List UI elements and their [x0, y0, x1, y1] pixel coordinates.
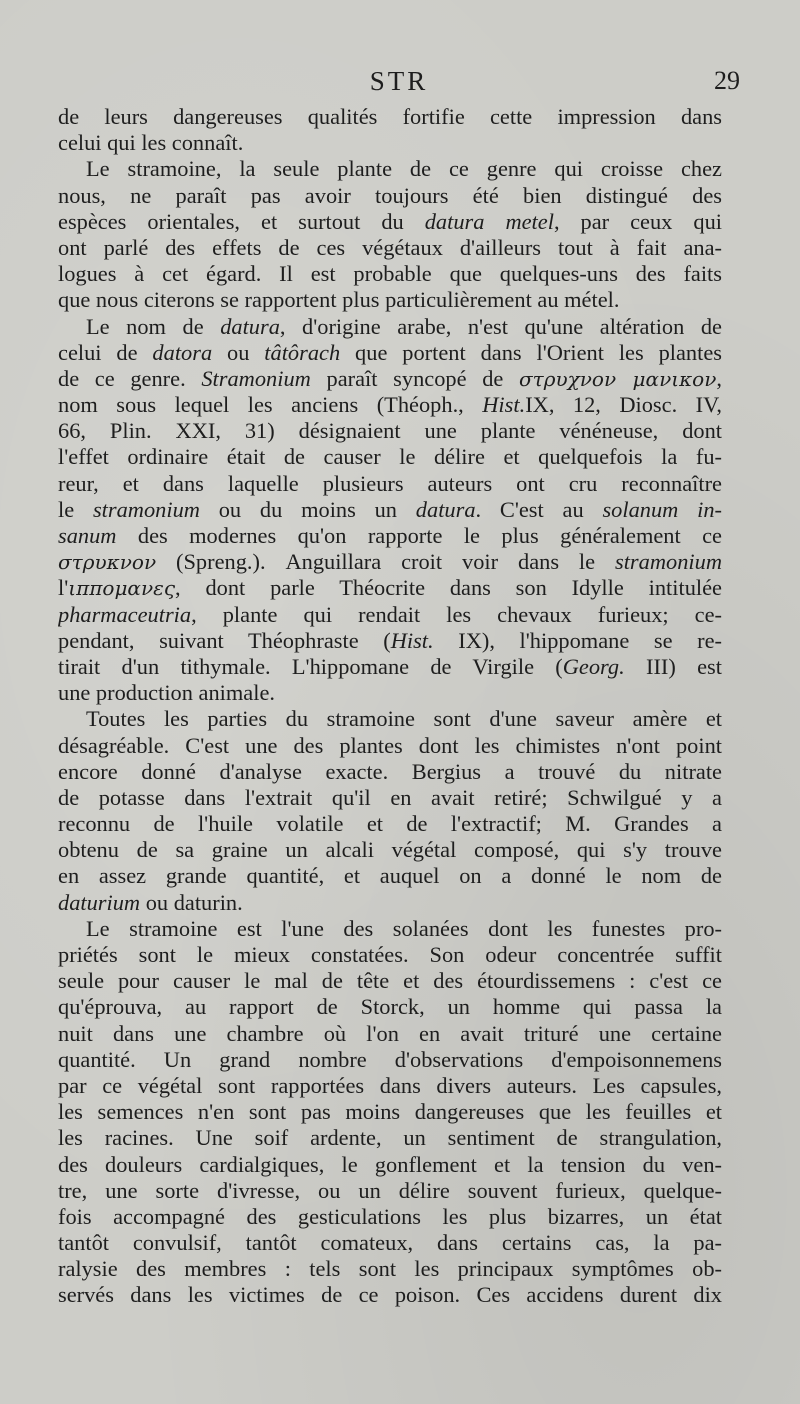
text-segment: que portent dans l'Orient les plantes	[340, 339, 722, 365]
text-segment: ,	[716, 365, 722, 391]
text-segment: une production animale.	[58, 680, 275, 706]
text-line	[58, 863, 722, 889]
text-line	[58, 837, 722, 863]
text-segment: ou	[212, 339, 265, 365]
text-line	[58, 444, 722, 470]
text-line	[58, 968, 722, 994]
text-segment: nom sous lequel les anciens (Théoph.,	[58, 392, 483, 418]
text-line	[58, 942, 722, 968]
text-line	[58, 1282, 722, 1308]
italic-text: Stramonium	[201, 365, 311, 391]
text-line	[58, 523, 722, 549]
text-segment: espèces orientales, et surtout du	[58, 208, 425, 234]
italic-text: pharmaceutria	[58, 601, 192, 627]
text-segment: reconnu de l'huile volatile et de l'extractif; M. Grandes a	[58, 811, 722, 837]
text-segment: encore donné d'analyse exacte. Bergius a trouvé du nitrate	[58, 758, 722, 784]
text-line	[58, 1021, 722, 1047]
text-line	[58, 235, 722, 261]
text-line	[58, 261, 722, 287]
text-segment: priétés sont le mieux constatées. Son odeur concentrée suffit	[58, 942, 722, 967]
text-line	[58, 366, 722, 392]
text-line	[58, 733, 722, 759]
text-line	[58, 890, 722, 916]
text-line	[58, 680, 722, 706]
text-segment: reur, et dans laquelle plusieurs auteurs ont cru reconnaître	[58, 470, 722, 496]
text-line	[58, 706, 722, 732]
text-segment: ou daturin.	[140, 889, 243, 915]
italic-text: solanum in-	[602, 496, 722, 522]
text-line	[58, 314, 722, 340]
text-segment: . C'est au	[475, 496, 603, 522]
text-segment: ont parlé des effets de ces végétaux d'ailleurs tout à fait ana-	[58, 234, 722, 260]
text-segment: nuit dans une chambre où l'on en avait trituré une certaine	[58, 1020, 722, 1046]
text-segment: celui qui les connaît.	[58, 130, 244, 156]
text-segment: par ce végétal sont rapportées dans divers auteurs. Les capsules,	[58, 1072, 722, 1098]
italic-text: sanum	[58, 523, 117, 548]
text-segment: fois accompagné des gesticulations les plus bizarres, un état	[58, 1203, 722, 1229]
text-line	[58, 497, 722, 523]
text-line	[58, 602, 722, 628]
italic-text: daturium	[58, 889, 141, 915]
greek-text: στρυχνον μανικον	[519, 366, 717, 391]
text-segment: tre, une sorte d'ivresse, ou un délire souvent furieux, quelque-	[58, 1177, 722, 1203]
text-line	[58, 1099, 722, 1125]
text-segment: nous, ne paraît pas avoir toujours été bien distingué des	[58, 182, 722, 208]
text-segment: seule pour causer le mal de tête et des étourdissemens : c'est ce	[58, 968, 722, 994]
text-segment: l'	[58, 575, 69, 601]
text-segment: de potasse dans l'extrait qu'il en avait retiré; Schwilgué y a	[58, 784, 722, 810]
text-line	[58, 1152, 722, 1178]
italic-text: datura	[220, 313, 280, 339]
italic-text: datura metel	[424, 208, 554, 234]
text-segment: en assez grande quantité, et auquel on a donné le nom de	[58, 863, 722, 889]
text-line	[58, 1256, 722, 1282]
text-segment: l'effet ordinaire était de causer le délire et quelquefois la fu-	[58, 444, 722, 470]
text-line	[58, 1230, 722, 1256]
text-line	[58, 392, 722, 418]
text-segment: , plante qui rendait les chevaux furieux; ce-	[191, 601, 722, 627]
greek-text: ιππομανες	[68, 576, 176, 601]
text-segment: de ce genre.	[58, 365, 202, 391]
text-line	[58, 628, 722, 654]
text-line	[58, 1204, 722, 1230]
text-line	[58, 1178, 722, 1204]
text-line	[58, 811, 722, 837]
text-segment: quantité. Un grand nombre d'observations d'empoisonnemens	[58, 1046, 722, 1072]
text-segment: désagréable. C'est une des plantes dont les chimistes n'ont point	[58, 732, 722, 758]
page-header	[58, 66, 740, 106]
greek-text: στρυκνον	[58, 550, 157, 575]
text-segment: , par ceux qui	[553, 208, 722, 234]
page-number: 29	[714, 66, 740, 95]
italic-text: Georg.	[562, 653, 625, 679]
text-segment: ou du moins un	[199, 496, 416, 522]
text-segment: servés dans les victimes de ce poison. Ces accidens durent dix	[58, 1282, 722, 1308]
text-line	[58, 209, 722, 235]
text-segment: de leurs dangereuses qualités fortifie cette impression dans	[58, 104, 722, 129]
text-segment: que nous citerons se rapportent plus particulièrement au métel.	[58, 287, 620, 313]
text-segment: III) est	[624, 653, 722, 679]
text-line	[58, 1073, 722, 1099]
text-segment: Le nom de	[86, 313, 221, 339]
text-line	[58, 759, 722, 785]
text-segment: les racines. Une soif ardente, un sentiment de strangulation,	[58, 1125, 722, 1151]
text-segment: IX), l'hippomane se re-	[433, 627, 722, 653]
text-segment: tantôt convulsif, tantôt comateux, dans certains cas, la pa-	[58, 1230, 722, 1256]
text-line	[58, 1125, 722, 1151]
text-segment: logues à cet égard. Il est probable que quelques-uns des faits	[58, 261, 722, 287]
text-segment: 66, Plin. XXI, 31) désignaient une plante vénéneuse, dont	[58, 418, 722, 444]
text-segment: , d'origine arabe, n'est qu'une altération de	[279, 313, 722, 339]
text-segment: les semences n'en sont pas moins dangereuses que les feuilles et	[58, 1099, 722, 1125]
text-segment: pendant, suivant Théophraste (	[58, 627, 391, 653]
italic-text: stramonium	[92, 496, 200, 522]
italic-text: datora	[152, 339, 213, 365]
text-segment: Le stramoine, la seule plante de ce genre qui croisse chez	[86, 156, 722, 182]
text-line	[58, 183, 722, 209]
text-segment: Toutes les parties du stramoine sont d'une saveur amère et	[86, 706, 722, 732]
text-segment: le	[58, 496, 93, 522]
text-segment: paraît syncopé de	[310, 365, 520, 391]
text-line	[58, 916, 722, 942]
text-line	[58, 471, 722, 497]
italic-text: tâtôrach	[264, 339, 341, 365]
text-segment: , dont parle Théocrite dans son Idylle intitulée	[175, 575, 722, 601]
text-line	[58, 418, 722, 444]
text-segment: ralysie des membres : tels sont les principaux symptômes ob-	[58, 1256, 722, 1282]
text-line	[58, 549, 722, 575]
italic-text: Hist.	[390, 627, 434, 653]
text-line	[58, 785, 722, 811]
text-segment: Le stramoine est l'une des solanées dont les funestes pro-	[86, 915, 722, 941]
text-segment: celui de	[58, 339, 153, 365]
text-segment: tirait d'un tithymale. L'hippomane de Virgile (	[58, 653, 563, 679]
text-line	[58, 1047, 722, 1073]
italic-text: stramonium	[615, 549, 722, 575]
text-line	[58, 575, 722, 601]
text-segment: qu'éprouva, au rapport de Storck, un homme qui passa la	[58, 994, 722, 1020]
text-line	[58, 994, 722, 1020]
text-segment: (Spreng.). Anguillara croit voir dans le	[156, 549, 615, 575]
text-segment: IX, 12, Diosc. IV,	[525, 392, 722, 418]
italic-text: Hist.	[482, 392, 526, 418]
body-text	[58, 104, 722, 1309]
text-line	[58, 104, 722, 130]
text-line	[58, 654, 722, 680]
text-line	[58, 156, 722, 182]
italic-text: datura	[415, 496, 476, 522]
text-line	[58, 130, 722, 156]
text-segment: des modernes qu'on rapporte le plus généralement ce	[116, 523, 722, 548]
text-line	[58, 287, 722, 313]
running-head: STR	[369, 66, 429, 96]
text-line	[58, 340, 722, 366]
text-segment: obtenu de sa graine un alcali végétal composé, qui s'y trouve	[58, 837, 722, 863]
text-segment: des douleurs cardialgiques, le gonflement et la tension du ven-	[58, 1151, 722, 1177]
